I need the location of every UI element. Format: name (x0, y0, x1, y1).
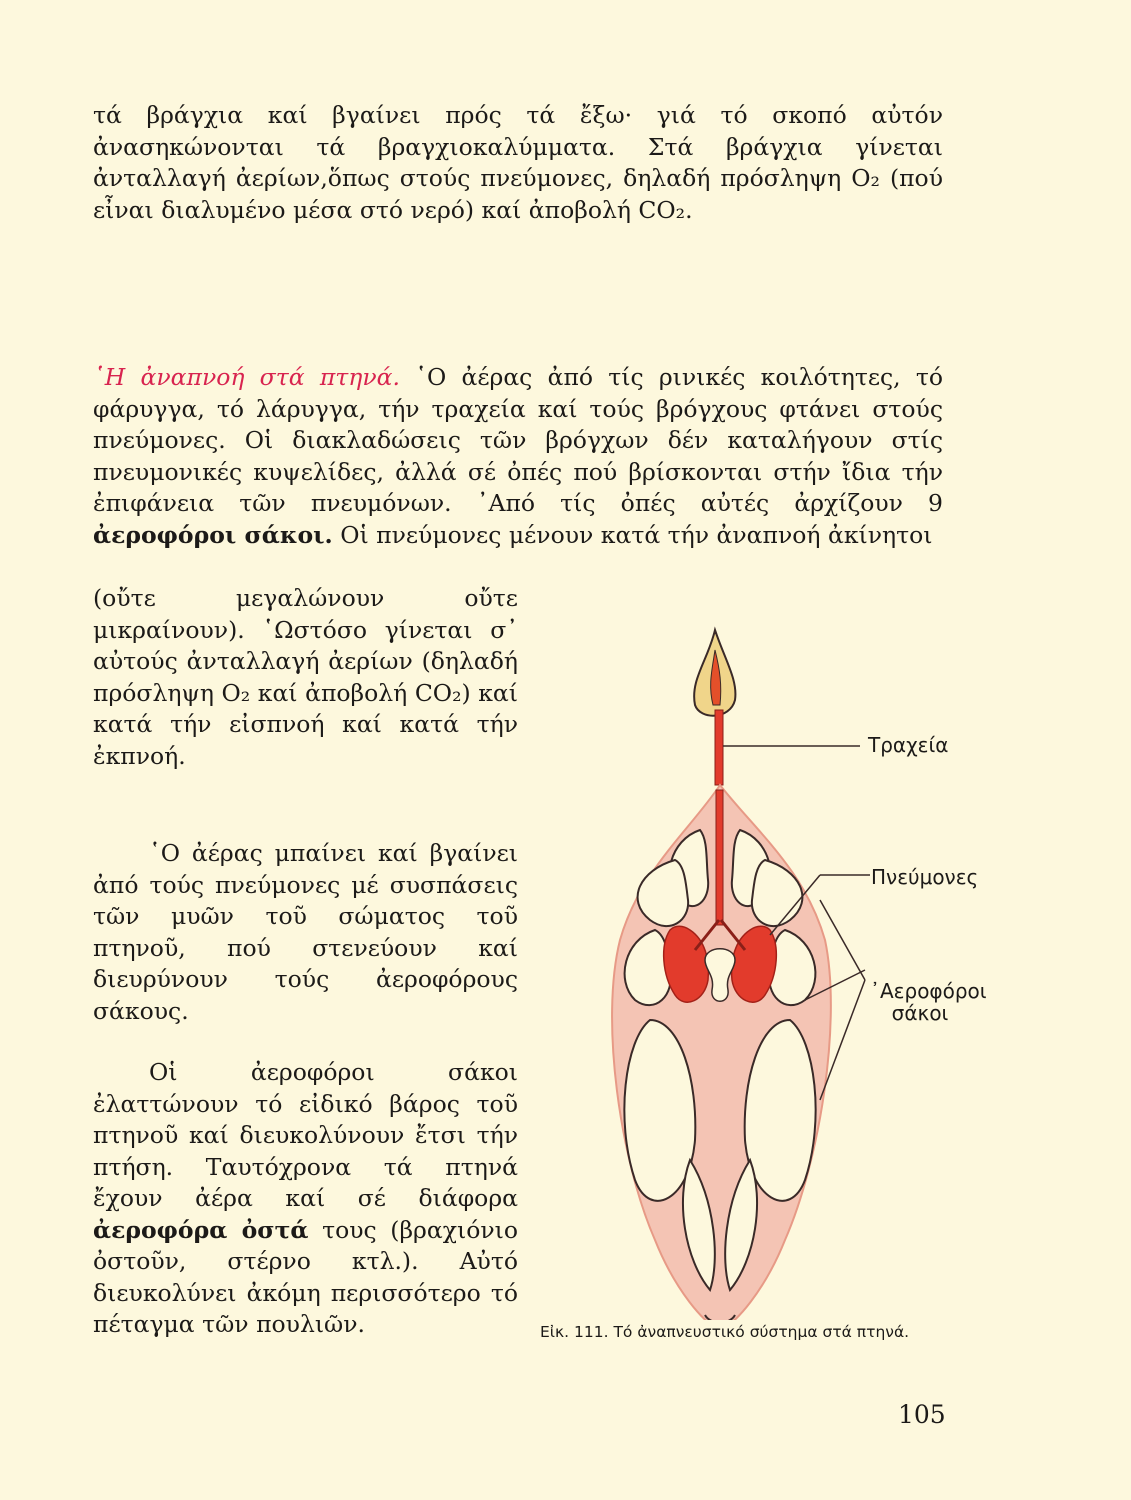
label-trachea: Τραχεία (868, 733, 949, 757)
air-sac-clavicular-right (752, 860, 803, 926)
label-air-sacs (870, 979, 987, 1025)
bold-term-air-bones: ἀεροφόρα ὀστά (93, 1215, 309, 1244)
paragraph-lungs-static: (οὔτε μεγαλώνουν οὔτε μικραίνουν). ῾Ωστόσο γίνεται σ᾿ αὐτούς ἀνταλλαγή ἀερίων (δηλαδή πρόσληψη O₂ καί ἀποβολή CO₂) καί κατά τήν εἰσπνοή καί κατά τήν ἐκπνοή. (93, 584, 518, 770)
paragraph-text: τους (βραχιόνιο ὀστοῦν, στέρνο κτλ.). Αὐτό διευκολύνει ἀκόμη περισσότερο τό πέταγμα τῶν πουλιῶν. (93, 1215, 518, 1338)
paragraph-text: Οἱ ἀεροφόροι σάκοι ἐλαττώνουν τό εἰδικό βάρος τοῦ πτηνοῦ καί διευκολύνουν ἔτσι τήν πτήση. Ταυτόχρονα τά πτηνά ἔχουν ἀέρα καί σέ διάφορα (93, 1058, 518, 1212)
figure-caption: Εἰκ. 111. Τό ἀναπνευστικό σύστημα στά πτηνά. (540, 1323, 910, 1341)
section-heading: ῾Η ἀναπνοή στά πτηνά. (93, 363, 400, 391)
label-air-sacs-line2: σάκοι (891, 1001, 949, 1025)
bold-term-air-sacs: ἀεροφόροι σάκοι. (93, 520, 333, 549)
paragraph-bird-respiration (93, 362, 943, 551)
paragraph-air-movement: ῾Ο ἀέρας μπαίνει καί βγαίνει ἀπό τούς πνεύμονες μέ συσπάσεις τῶν μυῶν τοῦ σώματος τοῦ πτηνοῦ, πού στενεύουν καί διευρύνουν τούς ἀεροφόρους σάκους. (93, 839, 518, 1025)
upper-trachea (715, 710, 723, 785)
label-air-sacs-line1: ᾿Αεροφόροι (870, 979, 987, 1003)
page-number: 105 (898, 1400, 946, 1429)
air-sac-clavicular-left (638, 860, 689, 926)
label-lungs: Πνεύμονες (871, 865, 979, 889)
bird-respiratory-diagram (580, 600, 880, 1320)
lower-trachea (716, 790, 723, 925)
paragraph-text: ῾Ο ἀέρας ἀπό τίς ρινικές κοιλότητες, τό φάρυγγα, τό λάρυγγα, τήν τραχεία καί τούς βρόγχους φτάνει στούς πνεύμονες. Οἱ διακλαδώσεις τῶν βρόγχων δέν καταλήγουν στίς πνευμονικές κυψελίδες, ἀλλά σέ ὀπές πού βρίσκονται στήν ἴδια τήν ἐπιφάνεια τῶν πνευμόνων. ᾿Από τίς ὀπές αὐτές ἀρχίζουν 9 (93, 363, 944, 517)
paragraph-air-sacs-function (93, 1057, 518, 1341)
paragraph-gill-exchange: τά βράγχια καί βγαίνει πρός τά ἔξω· γιά τό σκοπό αὐτόν ἀνασηκώνονται τά βραγχιοκαλύμματα. Στά βράγχια γίνεται ἀνταλλαγή ἀερίων,ὅπως στούς πνεύμονες, δηλαδή πρόσληψη O₂ (πού εἶναι διαλυμένο μέσα στό νερό) καί ἀποβολή CO₂. (93, 101, 943, 224)
paragraph-text: Οἱ πνεύμονες μένουν κατά τήν ἀναπνοή ἀκίνητοι (332, 520, 933, 549)
